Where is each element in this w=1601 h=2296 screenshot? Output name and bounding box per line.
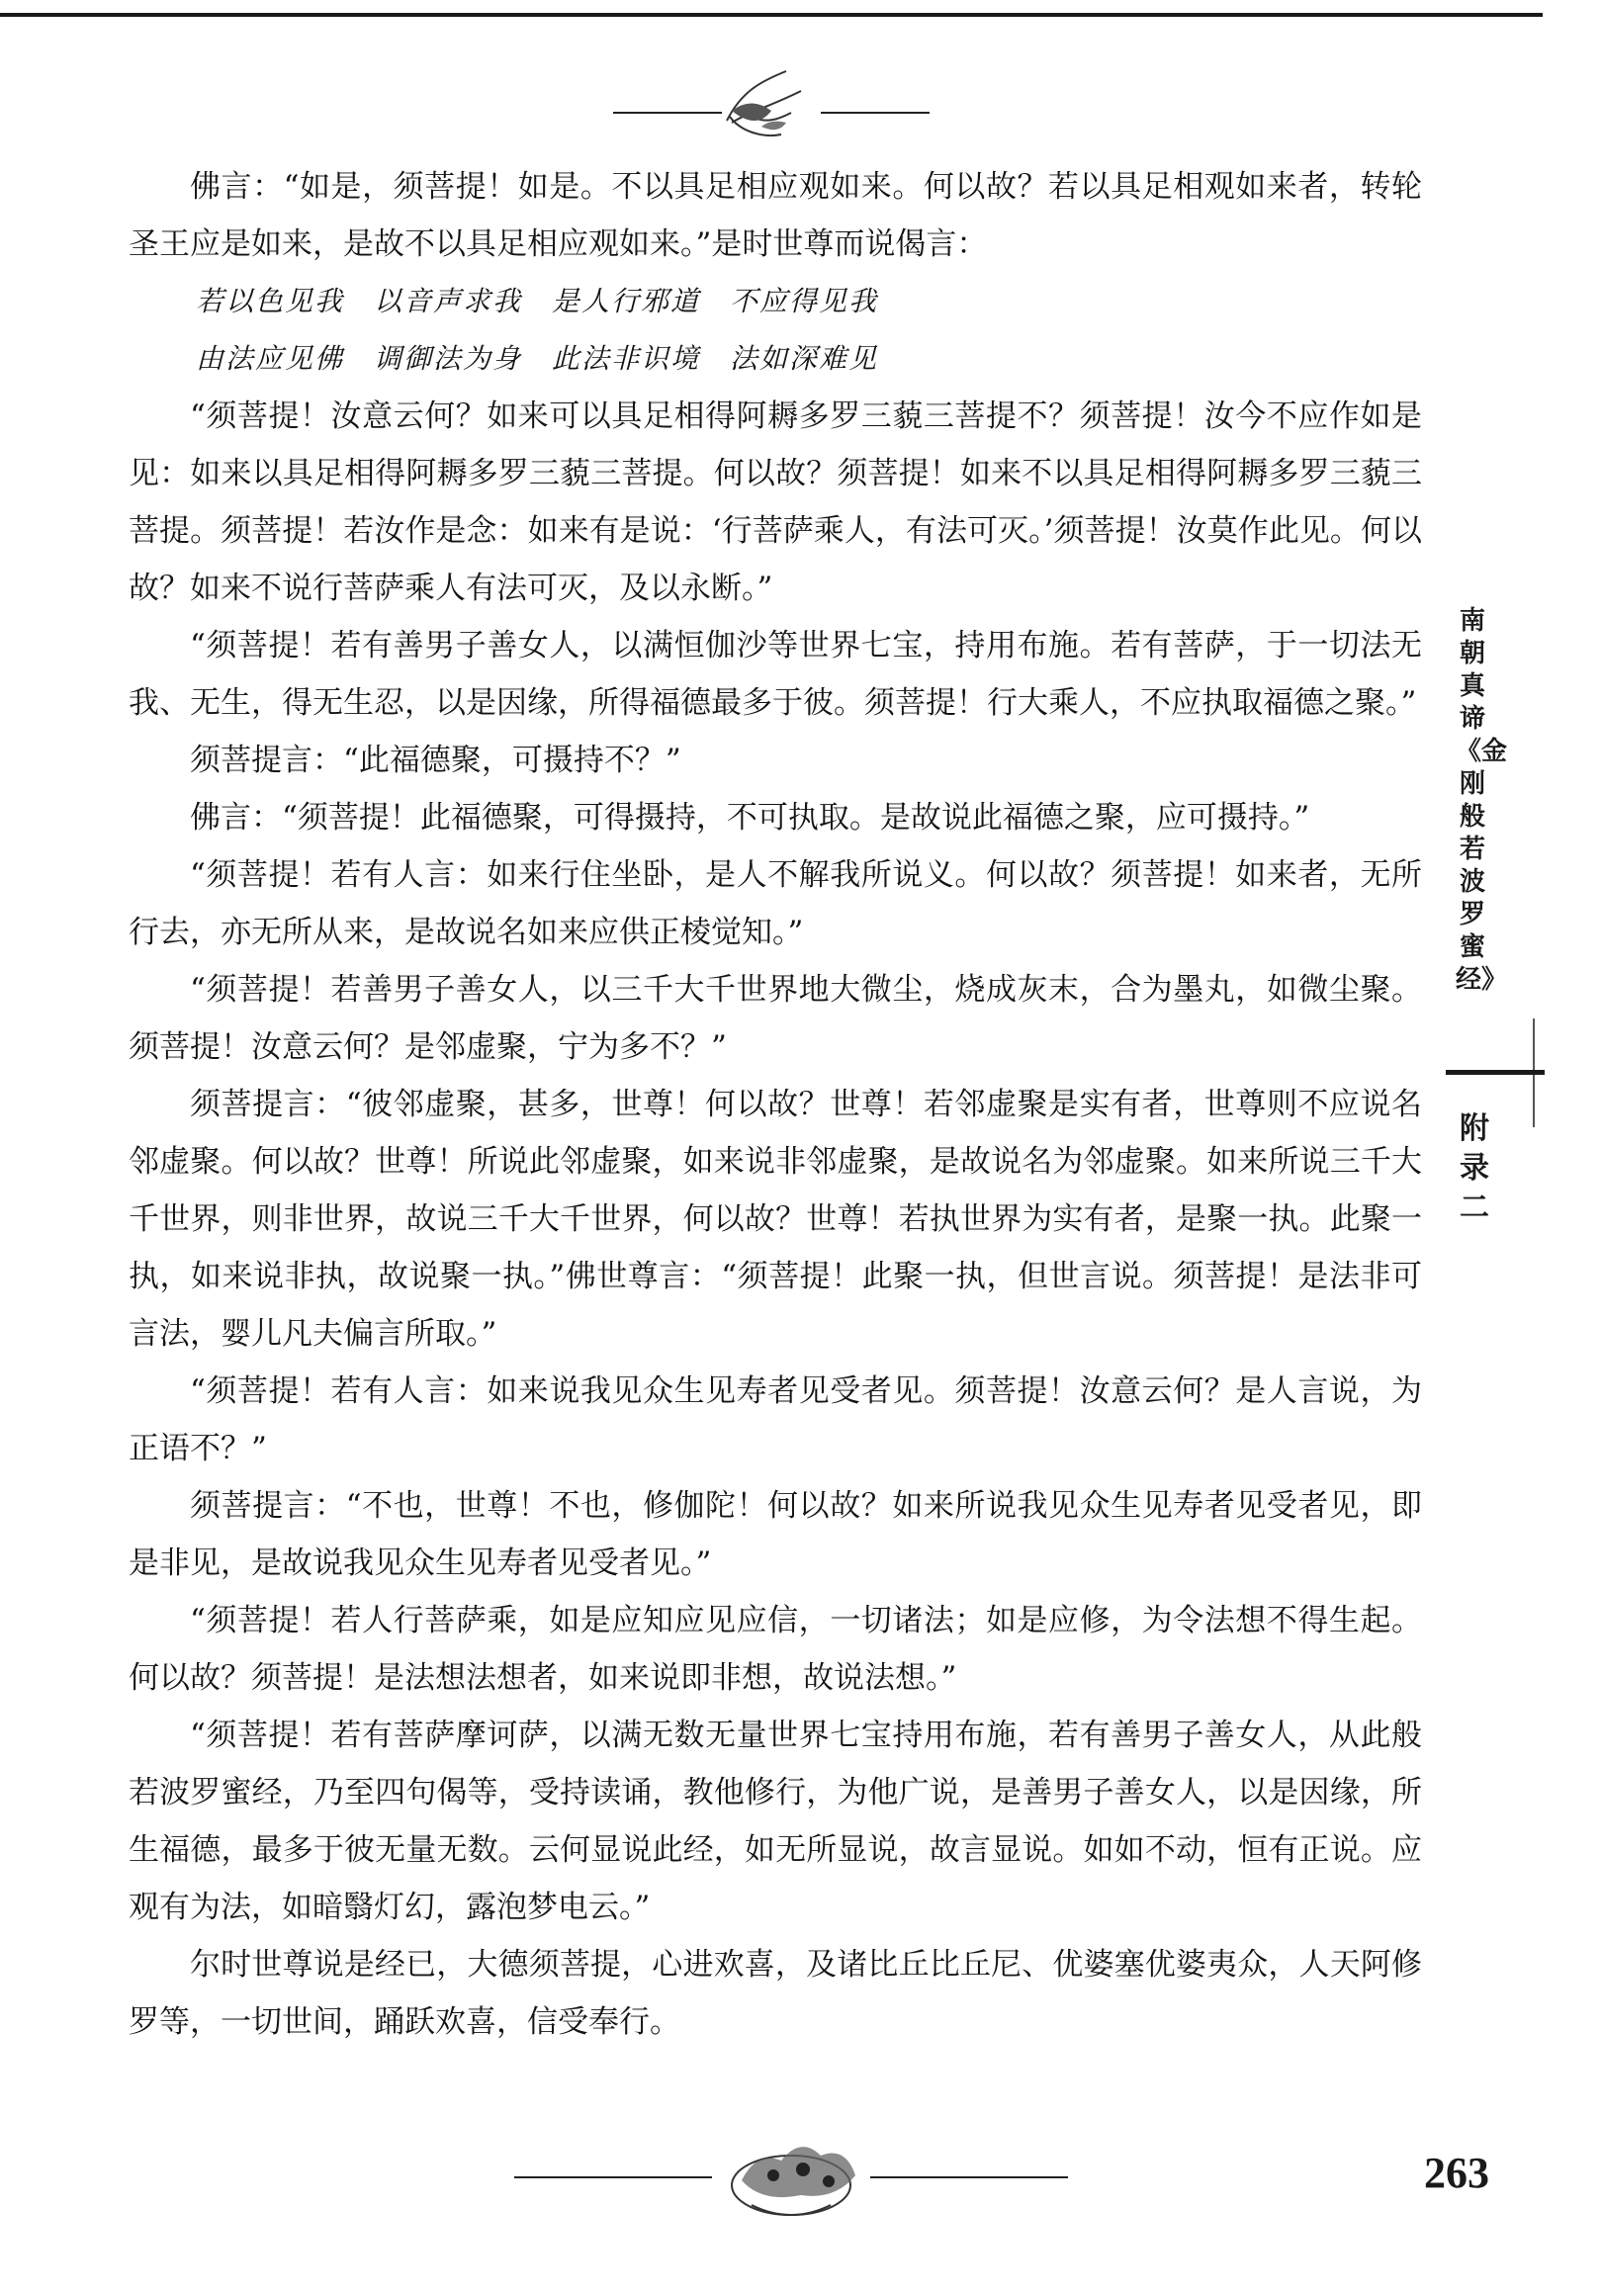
paragraph: “须菩提！若人行菩萨乘，如是应知应见应信，一切诸法；如是应修，为令法想不得生起。何以故？须菩提！是法想法想者，如来说即非想，故说法想。” (129, 1603, 1422, 1696)
verse-line: 若以色见我 以音声求我 是人行邪道 不应得见我 (196, 285, 879, 317)
paragraph: “须菩提！若善男子善女人，以三千大千世界地大微尘，烧成灰末，合为墨丸，如微尘聚。须菩提！汝意云何？是邻虚聚，宁为多不？” (129, 972, 1422, 1065)
paragraph: “须菩提！若有人言：如来说我见众生见寿者见受者见。须菩提！汝意云何？是人言说，为正语不？” (129, 1373, 1422, 1466)
bottom-ornament-icon (514, 2126, 1068, 2235)
paragraph: 须菩提言：“彼邻虚聚，甚多，世尊！何以故？世尊！若邻虚聚是实有者，世尊则不应说名邻虚聚。何以故？世尊！所说此邻虚聚，如来说非邻虚聚，是故说名为邻虚聚。如来所说三千大千世界，则非世界，故说三千大千世界，何以故？世尊！若执世界为实有者，是聚一执。此聚一执，如来说非执，故说聚一执。”佛世尊言：“须菩提！此聚一执，但世言说。须菩提！是法非可言法，婴儿凡夫偏言所取。” (129, 1087, 1422, 1352)
top-ornament-icon (613, 51, 930, 160)
paragraph: “须菩提！若有善男子善女人，以满恒伽沙等世界七宝，持用布施。若有菩萨，于一切法无我、无生，得无生忍，以是因缘，所得福德最多于彼。须菩提！行大乘人，不应执取福德之聚。” (129, 628, 1422, 721)
paragraph: 须菩提言：“此福德聚，可摄持不？” (190, 743, 681, 778)
paragraph: 尔时世尊说是经已，大德须菩提，心进欢喜，及诸比丘比丘尼、优婆塞优婆夷众，人天阿修罗等，一切世间，踊跃欢喜，信受奉行。 (129, 1947, 1422, 2040)
top-rule (0, 13, 1543, 17)
paragraph: “须菩提！若有菩萨摩诃萨，以满无数无量世界七宝持用布施，若有善男子善女人，从此般若波罗蜜经，乃至四句偈等，受持读诵，教他修行，为他广说，是善男子善女人，以是因缘，所生福德，最多于彼无量无数。云何显说此经，如无所显说，故言显说。如如不动，恒有正说。应观有为法，如暗翳灯幻，露泡梦电云。” (129, 1718, 1422, 1925)
paragraph: 佛言：“如是，须菩提！如是。不以具足相应观如来。何以故？若以具足相观如来者，转轮圣王应是如来，是故不以具足相应观如来。”是时世尊而说偈言： (129, 169, 1422, 262)
paragraph: 须菩提言：“不也，世尊！不也，修伽陀！何以故？如来所说我见众生见寿者见受者见，即是非见，是故说我见众生见寿者见受者见。” (129, 1488, 1422, 1581)
verse-line: 由法应见佛 调御法为身 此法非识境 法如深难见 (196, 342, 879, 375)
paragraph: “须菩提！汝意云何？如来可以具足相得阿耨多罗三藐三菩提不？须菩提！汝今不应作如是见：如来以具足相得阿耨多罗三藐三菩提。何以故？须菩提！如来不以具足相得阿耨多罗三藐三菩提。须菩提！若汝作是念：如来有是说：‘行菩萨乘人，有法可灭。’须菩提！汝莫作此见。何以故？如来不说行菩萨乘人有法可灭，及以永断。” (129, 398, 1422, 606)
side-divider (1446, 1070, 1545, 1075)
paragraph: 佛言：“须菩提！此福德聚，可得摄持，不可执取。是故说此福德之聚，应可摄持。” (190, 800, 1310, 836)
main-text (129, 158, 1422, 2051)
paragraph: “须菩提！若有人言：如来行住坐卧，是人不解我所说义。何以故？须菩提！如来者，无所行去，亦无所从来，是故说名如来应供正棱觉知。” (129, 857, 1422, 950)
running-head-section: 附录二 (1460, 1111, 1489, 1225)
page-number: 263 (1424, 2149, 1489, 2197)
running-head-title: 南朝真谛《金刚般若波罗蜜经》 (1456, 606, 1508, 995)
